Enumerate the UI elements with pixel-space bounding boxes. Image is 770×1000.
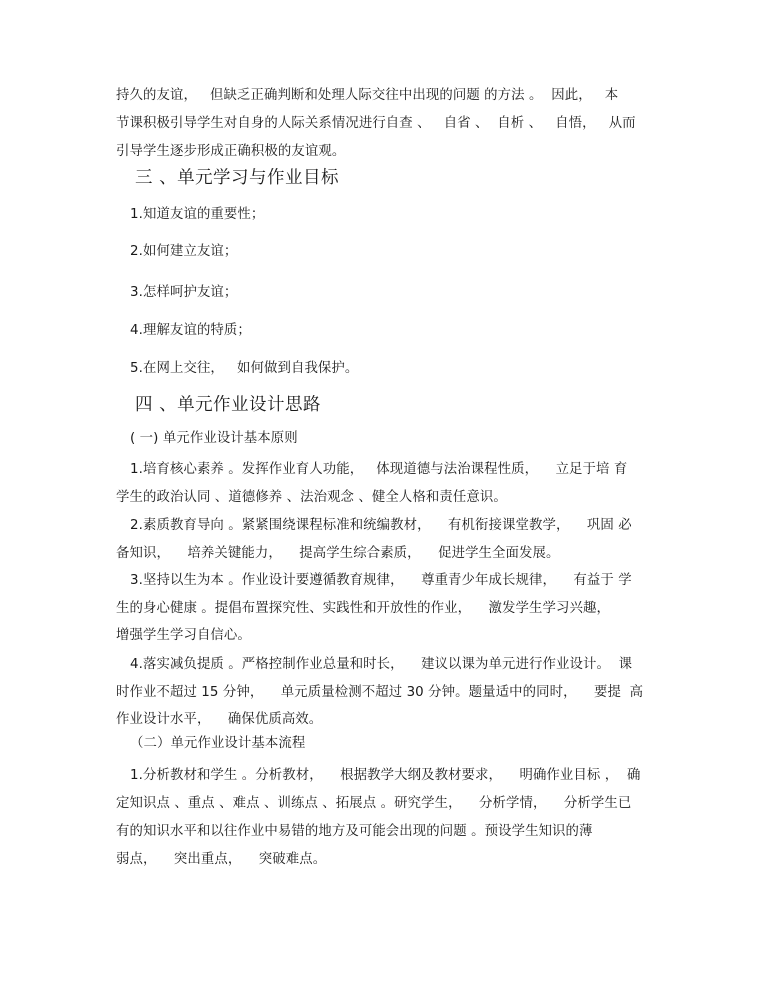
goal-item-4: 4.理解友谊的特质； bbox=[130, 323, 251, 338]
goal-item-1: 1.知道友谊的重要性； bbox=[130, 207, 265, 222]
process-1-line-4: 弱点， 突出重点， 突破难点。 bbox=[116, 852, 327, 867]
goal-item-2: 2.如何建立友谊； bbox=[130, 244, 238, 259]
process-1-line-2: 定知识点 、重点 、难点 、训练点 、拓展点 。研究学生， 分析学情， 分析学生已 bbox=[116, 796, 632, 811]
principle-3-line-1: 3.坚持以生为本 。作业设计要遵循教育规律， 尊重青少年成长规律， 有益于 学 bbox=[130, 573, 632, 588]
principle-4-line-3: 作业设计水平， 确保优质高效。 bbox=[116, 712, 323, 727]
principle-3-line-2: 生的身心健康 。提倡布置探究性、实践性和开放性的作业， 激发学生学习兴趣， bbox=[116, 601, 610, 616]
subsection-2-title: （二）单元作业设计基本流程 bbox=[130, 736, 306, 751]
principle-1-line-2: 学生的政治认同 、道德修养 、法治观念 、健全人格和责任意识。 bbox=[116, 490, 507, 505]
section-3-heading: 三 、单元学习与作业目标 bbox=[135, 168, 340, 188]
intro-line-1: 持久的友谊， 但缺乏正确判断和处理人际交往中出现的问题 的方法 。 因此， 本 bbox=[116, 88, 619, 103]
principle-2-line-1: 2.素质教育导向 。紧紧围绕课程标准和统编教材， 有机衔接课堂教学， 巩固 必 bbox=[130, 518, 632, 533]
subsection-1-title: ( 一) 单元作业设计基本原则 bbox=[130, 431, 298, 446]
section-4-heading: 四 、单元作业设计思路 bbox=[135, 395, 322, 415]
intro-line-3: 引导学生逐步形成正确积极的友谊观。 bbox=[116, 144, 346, 159]
intro-line-2: 节课积极引导学生对自身的人际关系情况进行自查 、 自省 、 自析 、 自悟， 从而 bbox=[116, 116, 636, 131]
process-1-line-3: 有的知识水平和以往作业中易错的地方及可能会出现的问题 。预设学生知识的薄 bbox=[116, 824, 593, 839]
principle-2-line-2: 备知识， 培养关键能力， 提高学生综合素质， 促进学生全面发展。 bbox=[116, 546, 560, 561]
principle-1-line-1: 1.培育核心素养 。发挥作业育人功能， 体现道德与法治课程性质， 立足于培 育 bbox=[130, 462, 628, 477]
principle-4-line-1: 4.落实减负提质 。严格控制作业总量和时长， 建议以课为单元进行作业设计。 课 bbox=[130, 657, 633, 672]
principle-3-line-3: 增强学生学习自信心。 bbox=[116, 628, 251, 643]
process-1-line-1: 1.分析教材和学生 。分析教材， 根据教学大纲及教材要求， 明确作业目标 ， 确 bbox=[130, 768, 641, 783]
goal-item-3: 3.怎样呵护友谊； bbox=[130, 285, 238, 300]
principle-4-line-2: 时作业不超过 15 分钟， 单元质量检测不超过 30 分钟。题量适中的同时， 要提 高 bbox=[116, 685, 644, 700]
goal-item-5: 5.在网上交往， 如何做到自我保护。 bbox=[130, 361, 359, 376]
